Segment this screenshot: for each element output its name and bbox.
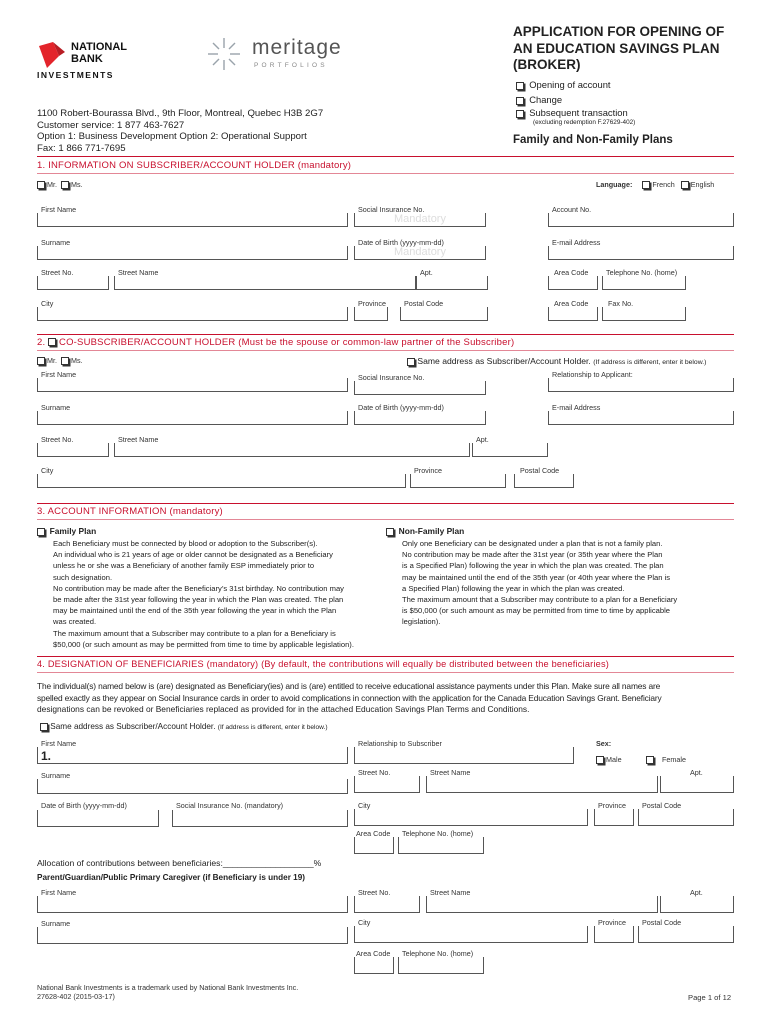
s3-nonfamily-line: No contribution may be made after the 31st year (or 35th year where the Plan (402, 550, 663, 560)
s2-street-no-field[interactable] (37, 443, 109, 457)
s3-nonfamily-line: The maximum amount that a Subscriber may contribute to a plan for a Beneficiary (402, 595, 678, 605)
s2-top-rule (37, 334, 734, 335)
s3-nonfamily-line: a Specified Plan) following the year in which the plan was created. (402, 583, 625, 593)
s1-first-name-field[interactable] (37, 213, 348, 227)
s4-sin-field[interactable] (172, 810, 348, 827)
s4-g-surname-field[interactable] (37, 927, 348, 944)
s4-male-checkbox[interactable] (596, 756, 604, 764)
s4-tel-home-label: Telephone No. (home) (402, 829, 474, 838)
s2-sin-label: Social Insurance No. (358, 373, 425, 382)
s1-header: 1. INFORMATION ON SUBSCRIBER/ACCOUNT HOLDER (mandatory) (37, 160, 352, 171)
address-line1: 1100 Robert-Bourassa Blvd., 9th Floor, Montreal, Quebec H3B 2G7 (37, 108, 324, 119)
s2-apt-field[interactable] (472, 443, 548, 457)
s4-street-name-field[interactable] (426, 776, 658, 793)
s3-family-plan-title: Family Plan (49, 526, 97, 536)
s4-g-area-code-label: Area Code (356, 949, 391, 958)
s2-header: CO-SUBSCRIBER/ACCOUNT HOLDER (Must be the spouse or common-law partner of the Subscriber) (59, 337, 515, 348)
s2-ms-label: Ms. (70, 356, 83, 365)
s2-email-field[interactable] (548, 411, 734, 425)
s2-first-name-field[interactable] (37, 378, 348, 392)
s1-title-options (37, 180, 83, 189)
s4-g-postal-field[interactable] (638, 926, 734, 943)
s4-same-address-note: (If address is different, enter it below.) (217, 724, 328, 731)
s1-postal-field[interactable] (400, 307, 488, 321)
s1-province-field[interactable] (354, 307, 388, 321)
opt-opening-row[interactable] (516, 77, 635, 92)
s1-city-field[interactable] (37, 307, 348, 321)
s1-french-checkbox[interactable] (642, 181, 650, 189)
s2-relationship-label: Relationship to Applicant: (552, 370, 633, 379)
s4-area-code-field[interactable] (354, 837, 394, 854)
s1-mr-label: Mr. (47, 180, 57, 189)
address-line3: Option 1: Business Development Option 2: Operational Support (37, 131, 307, 142)
s1-language-label: Language: (596, 180, 633, 189)
s4-g-city-label: City (358, 918, 371, 927)
s1-sin-mandatory-watermark: Mandatory (394, 213, 446, 225)
opt-opening-label: Opening of account (529, 79, 611, 90)
s4-g-street-no-label: Street No. (358, 888, 391, 897)
s2-surname-label: Surname (41, 403, 71, 412)
s4-allocation: Allocation of contributions between beneficiaries:___________________% (37, 858, 322, 868)
s1-top-rule (37, 156, 734, 157)
address-block (37, 108, 323, 154)
s1-apt-label: Apt. (420, 268, 433, 277)
opening-checkbox[interactable] (516, 82, 524, 90)
s4-g-tel-home-field[interactable] (398, 957, 484, 974)
s2-province-field[interactable] (410, 474, 506, 488)
s2-postal-field[interactable] (514, 474, 574, 488)
opt-subsequent-label: Subsequent transaction (529, 107, 628, 118)
s1-mr-checkbox[interactable] (37, 181, 45, 189)
s4-female-checkbox[interactable] (646, 756, 654, 764)
opt-change-label: Change (529, 94, 563, 105)
s3-nonfamily-line: may be maintained until the end of the 35th year (or 40th year where the Plan is (402, 572, 671, 582)
s1-fax-no-label: Fax No. (608, 299, 634, 308)
s4-tel-home-field[interactable] (398, 837, 484, 854)
s4-apt-label: Apt. (690, 768, 703, 777)
s4-street-no-field[interactable] (354, 776, 420, 793)
s2-mr-checkbox[interactable] (37, 357, 45, 365)
s2-apt-label: Apt. (476, 435, 489, 444)
meritage-logo (206, 36, 366, 76)
s3-nonfamily-line: is $50,000 (or such amount as may be permitted from time to time by applicable (402, 606, 671, 616)
s1-dob-mandatory-watermark: Mandatory (394, 246, 446, 258)
s4-postal-field[interactable] (638, 809, 734, 826)
s3-family-line: Each Beneficiary must be connected by blood or adoption to the Subscriber(s). (53, 539, 318, 548)
s2-first-name-label: First Name (41, 370, 77, 379)
s3-nonfamily-plan-checkbox[interactable] (386, 528, 394, 536)
s1-province-label: Province (358, 299, 386, 308)
nbi-line2: BANK (71, 53, 103, 65)
s2-same-address-row[interactable] (407, 356, 706, 366)
s1-sin-label: Social Insurance No. (358, 205, 425, 214)
s3-nonfamily-plan-text (402, 538, 732, 628)
s1-fax-no-field[interactable] (602, 307, 686, 321)
portfolios-text: PORTFOLIOS (254, 62, 328, 69)
s3-nonfamily-line: legislation). (402, 617, 441, 627)
s2-same-address-checkbox[interactable] (407, 358, 415, 366)
s2-street-name-label: Street Name (118, 435, 159, 444)
s4-apt-field[interactable] (660, 776, 734, 793)
s1-ms-label: Ms. (70, 180, 83, 189)
s2-header-row (37, 337, 514, 348)
s4-dob-label: Date of Birth (yyyy-mm-dd) (41, 801, 127, 810)
s4-intro-line: designations can be revoked or Beneficiaries replaced as provided for in the attached Education Savings Plan Terms and Conditions. (37, 704, 530, 714)
opt-change-row[interactable] (516, 92, 635, 107)
s3-header: 3. ACCOUNT INFORMATION (mandatory) (37, 506, 223, 517)
s2-surname-field[interactable] (37, 411, 348, 425)
s4-same-address-label: Same address as Subscriber/Account Holder. (50, 722, 216, 731)
s1-email-field[interactable] (548, 246, 734, 260)
s4-g-apt-label: Apt. (690, 888, 703, 897)
s3-nonfamily-plan-row[interactable] (386, 526, 464, 536)
s3-family-line: The maximum amount that a Subscriber may contribute to a plan for a Beneficiary is (53, 628, 336, 638)
s3-family-line: be made after the 31st year following the year in which the Plan was created. The plan (53, 595, 344, 605)
s3-family-plan-checkbox[interactable] (37, 528, 45, 536)
s4-street-no-label: Street No. (358, 768, 391, 777)
s4-province-label: Province (598, 801, 626, 810)
s2-mr-label: Mr. (47, 356, 57, 365)
s3-nonfamily-line: is a Specified Plan) following the year in which the plan was created. The plan (402, 561, 664, 571)
s4-intro-line: The individual(s) named below is (are) designated as Beneficiary(ies) and is (are) entitled to receive educational assistance payments under this Plan. Make sure all names are (37, 681, 661, 691)
title-line1: APPLICATION FOR OPENING OF (513, 24, 725, 39)
s1-english-label: English (690, 180, 715, 189)
s3-family-plan-text (53, 538, 383, 650)
s1-first-name-label: First Name (41, 205, 77, 214)
s2-ms-checkbox[interactable] (61, 357, 69, 365)
title-line2: AN EDUCATION SAVINGS PLAN (513, 40, 720, 56)
national-bank-icon (37, 40, 67, 70)
s4-g-first-name-field[interactable] (37, 896, 348, 913)
s1-english-checkbox[interactable] (681, 181, 689, 189)
s1-city-label: City (41, 299, 54, 308)
s1-language-options (596, 180, 714, 189)
s3-family-line: was created. (53, 617, 97, 627)
s4-top-rule (37, 656, 734, 657)
s1-french-label: French (652, 180, 675, 189)
s1-fax-area-code-label: Area Code (554, 299, 589, 308)
s2-header-num: 2. (37, 337, 46, 348)
s1-postal-label: Postal Code (404, 299, 444, 308)
nbi-line1: NATIONAL (71, 41, 128, 53)
s4-bottom-rule (37, 672, 734, 673)
form-title (513, 24, 724, 74)
s4-sin-label: Social Insurance No. (mandatory) (176, 801, 284, 810)
s4-relationship-field[interactable] (354, 747, 574, 764)
s4-area-code-label: Area Code (356, 829, 391, 838)
s1-dob-label: Date of Birth (yyyy-mm-dd) (358, 238, 444, 247)
s4-city-label: City (358, 801, 371, 810)
s1-apt-field[interactable] (416, 276, 488, 290)
address-line2: Customer service: 1 877 463-7627 (37, 119, 185, 131)
s1-street-name-field[interactable] (114, 276, 416, 290)
s1-ms-checkbox[interactable] (61, 181, 69, 189)
s2-include-checkbox[interactable] (48, 338, 56, 346)
s3-nonfamily-plan-title: Non-Family Plan (398, 526, 465, 536)
s1-tel-home-label: Telephone No. (home) (606, 268, 678, 277)
s1-account-no-field[interactable] (548, 213, 734, 227)
s4-intro-line: spelled exactly as they appear on Social Insurance cards in order to avoid complications in connection with the application for the Canada Education Savings Grant. Beneficiary (37, 692, 662, 703)
s3-family-line: may be maintained until the end of the 35th year following the year in which the Plan (53, 606, 337, 616)
s1-area-code-field[interactable] (548, 276, 598, 290)
s2-street-no-label: Street No. (41, 435, 74, 444)
s4-g-area-code-field[interactable] (354, 957, 394, 974)
s4-first-name-label: First Name (41, 739, 77, 748)
s2-postal-label: Postal Code (520, 466, 560, 475)
title-line3: (BROKER) (513, 57, 581, 72)
plan-subtitle: Family and Non-Family Plans (513, 134, 673, 146)
s4-same-address-checkbox[interactable] (40, 723, 48, 731)
s4-g-tel-home-label: Telephone No. (home) (402, 949, 474, 958)
s4-female-row[interactable] (646, 755, 686, 764)
s2-same-address-note: (If address is different, enter it below.) (593, 359, 707, 366)
s2-relationship-field[interactable] (548, 378, 734, 392)
s4-g-street-name-field[interactable] (426, 896, 658, 913)
s3-family-plan-row[interactable] (37, 526, 96, 536)
s4-g-first-name-label: First Name (41, 888, 77, 897)
s4-beneficiary-number: 1. (41, 749, 52, 763)
s4-g-street-name-label: Street Name (430, 888, 471, 897)
s2-province-label: Province (414, 466, 442, 475)
s2-title-options (37, 356, 83, 365)
s4-relationship-label: Relationship to Subscriber (358, 739, 442, 748)
s1-street-no-field[interactable] (37, 276, 109, 290)
s4-street-name-label: Street Name (430, 768, 471, 777)
address-line4: Fax: 1 866 771-7695 (37, 142, 126, 154)
s4-postal-label: Postal Code (642, 801, 682, 810)
s1-fax-area-code-field[interactable] (548, 307, 598, 321)
s4-province-field[interactable] (594, 809, 634, 826)
s3-family-line: An individual who is 21 years of age or older cannot be designated as a Beneficiary (53, 550, 333, 560)
s1-surname-label: Surname (41, 238, 71, 247)
s4-guardian-title: Parent/Guardian/Public Primary Caregiver (if Beneficiary is under 19) (37, 873, 306, 882)
s3-bottom-rule (37, 519, 734, 520)
s2-street-name-field[interactable] (114, 443, 470, 457)
meritage-starburst-icon (206, 36, 242, 72)
s4-header: 4. DESIGNATION OF BENEFICIARIES (mandatory) (By default, the contributions will equally be distributed between the beneficiaries) (37, 659, 610, 669)
s4-intro-text (37, 681, 737, 716)
s2-city-label: City (41, 466, 54, 475)
s1-bottom-rule (37, 173, 734, 174)
s3-family-line: $50,000 (or such amount as may be permitted from time to time by applicable legislation). (53, 639, 354, 649)
s1-street-name-label: Street Name (118, 268, 159, 277)
s1-account-no-label: Account No. (552, 205, 592, 214)
footer-form-no: 27628-402 (2015-03-17) (37, 992, 115, 1001)
subsequent-checkbox[interactable] (516, 110, 524, 118)
s4-female-label: Female (662, 755, 686, 764)
meritage-text: meritage (252, 36, 342, 59)
s3-top-rule (37, 503, 734, 504)
s1-email-label: E-mail Address (552, 238, 601, 247)
s4-g-postal-label: Postal Code (642, 918, 682, 927)
s1-surname-field[interactable] (37, 246, 348, 260)
footer-page: Page 1 of 12 (688, 993, 732, 1002)
s3-family-line: unless he or she was a Beneficiary of another family ESP immediately prior to (53, 561, 315, 571)
opt-excluding-note: (excluding redemption F.27629-402) (533, 119, 636, 126)
s4-g-province-field[interactable] (594, 926, 634, 943)
s1-area-code-label: Area Code (554, 268, 589, 277)
s4-surname-field[interactable] (37, 779, 348, 794)
s2-dob-field[interactable] (354, 411, 486, 425)
s4-g-province-label: Province (598, 918, 626, 927)
transaction-type-options (516, 77, 635, 127)
nbi-line3: INVESTMENTS (37, 70, 114, 80)
s3-family-line: No contribution may be made after the Beneficiary’s 31st birthday. No contribution may (53, 583, 344, 593)
change-checkbox[interactable] (516, 97, 524, 105)
s4-city-field[interactable] (354, 809, 588, 826)
s4-dob-field[interactable] (37, 810, 159, 827)
s4-surname-label: Surname (41, 771, 71, 780)
footer-trademark: National Bank Investments is a trademark used by National Bank Investments Inc. (37, 983, 299, 992)
national-bank-logo (37, 40, 177, 85)
s4-same-address-row[interactable] (40, 722, 328, 731)
s4-first-name-field[interactable] (37, 747, 348, 764)
s4-male-label: Male (606, 755, 622, 764)
s1-tel-home-field[interactable] (602, 276, 686, 290)
s2-dob-label: Date of Birth (yyyy-mm-dd) (358, 403, 444, 412)
s1-street-no-label: Street No. (41, 268, 74, 277)
s3-family-line: such designation. (53, 572, 113, 582)
s3-nonfamily-line: Only one Beneficiary can be designated under a plan that is not a family plan. (402, 539, 663, 548)
s4-sex-label: Sex: (596, 739, 612, 748)
footer-left (37, 983, 298, 1001)
s4-g-street-no-field[interactable] (354, 896, 420, 913)
s2-city-field[interactable] (37, 474, 406, 488)
s4-male-row[interactable] (596, 755, 622, 764)
s4-g-apt-field[interactable] (660, 896, 734, 913)
s4-g-surname-label: Surname (41, 919, 71, 928)
s2-bottom-rule (37, 350, 734, 351)
s2-same-address-label: Same address as Subscriber/Account Holder. (417, 356, 591, 366)
s4-g-city-field[interactable] (354, 926, 588, 943)
opt-subsequent-row[interactable] (516, 107, 635, 118)
s2-email-label: E-mail Address (552, 403, 601, 412)
s2-sin-field[interactable] (354, 381, 486, 395)
